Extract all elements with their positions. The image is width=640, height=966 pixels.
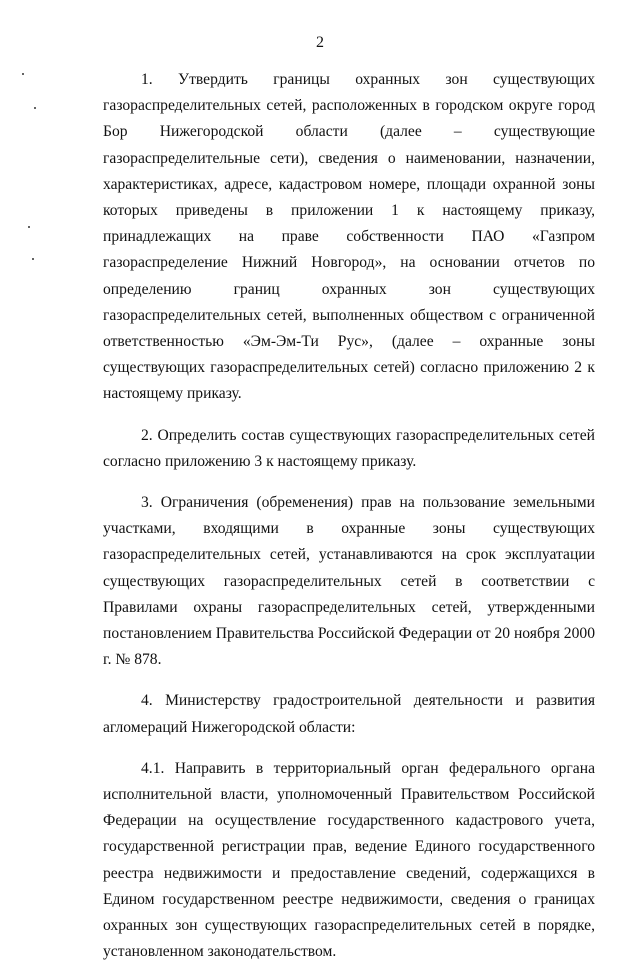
scan-mark	[28, 226, 30, 228]
paragraph-4: 4. Министерству градостроительной деятельности и развития агломераций Нижегородской области:	[103, 692, 595, 736]
scan-mark	[34, 107, 36, 109]
document-body	[103, 67, 595, 966]
page-number: 2	[316, 34, 324, 51]
paragraph-2: 2. Определить состав существующих газораспределительных сетей согласно приложению 3 к настоящему приказу.	[103, 426, 595, 470]
scan-mark	[32, 258, 34, 260]
paragraph-1: 1. Утвердить границы охранных зон существующих газораспределительных сетей, расположенных в городском округе город Бор Нижегородской области (далее – существующие газораспределительные сети), сведения о наименовании, назначении, характеристиках, адресе, кадастровом номере, площади охранной зоны которых приведены в приложении 1 к настоящему приказу, принадлежащих на праве собственности ПАО «Газпром газораспределение Нижний Новгород», на основании отчетов по определению границ охранных зон существующих газораспределительных сетей, выполненных обществом с ограниченной ответственностью «Эм-Эм-Ти Рус», (далее – охранные зоны существующих газораспределительных сетей) согласно приложению 2 к настоящему приказу.	[103, 71, 595, 403]
paragraph-3: 3. Ограничения (обременения) прав на пользование земельными участками, входящими в охранные зоны существующих газораспределительных сетей, устанавливаются на срок эксплуатации существующих газораспределительных сетей в соответствии с Правилами охраны газораспределительных сетей, утвержденными постановлением Правительства Российской Федерации от 20 ноября 2000 г. № 878.	[103, 494, 595, 669]
scan-mark	[22, 73, 24, 75]
paragraph-4-1: 4.1. Направить в территориальный орган федерального органа исполнительной власти, уполномоченный Правительством Российской Федерации на осуществление государственного кадастрового учета, государственной регистрации прав, ведение Единого государственного реестра недвижимости и предоставление сведений, содержащихся в Едином государственном реестре недвижимости, сведения о границах охранных зон существующих газораспределительных сетей в порядке, установленном законодательством.	[103, 759, 595, 961]
